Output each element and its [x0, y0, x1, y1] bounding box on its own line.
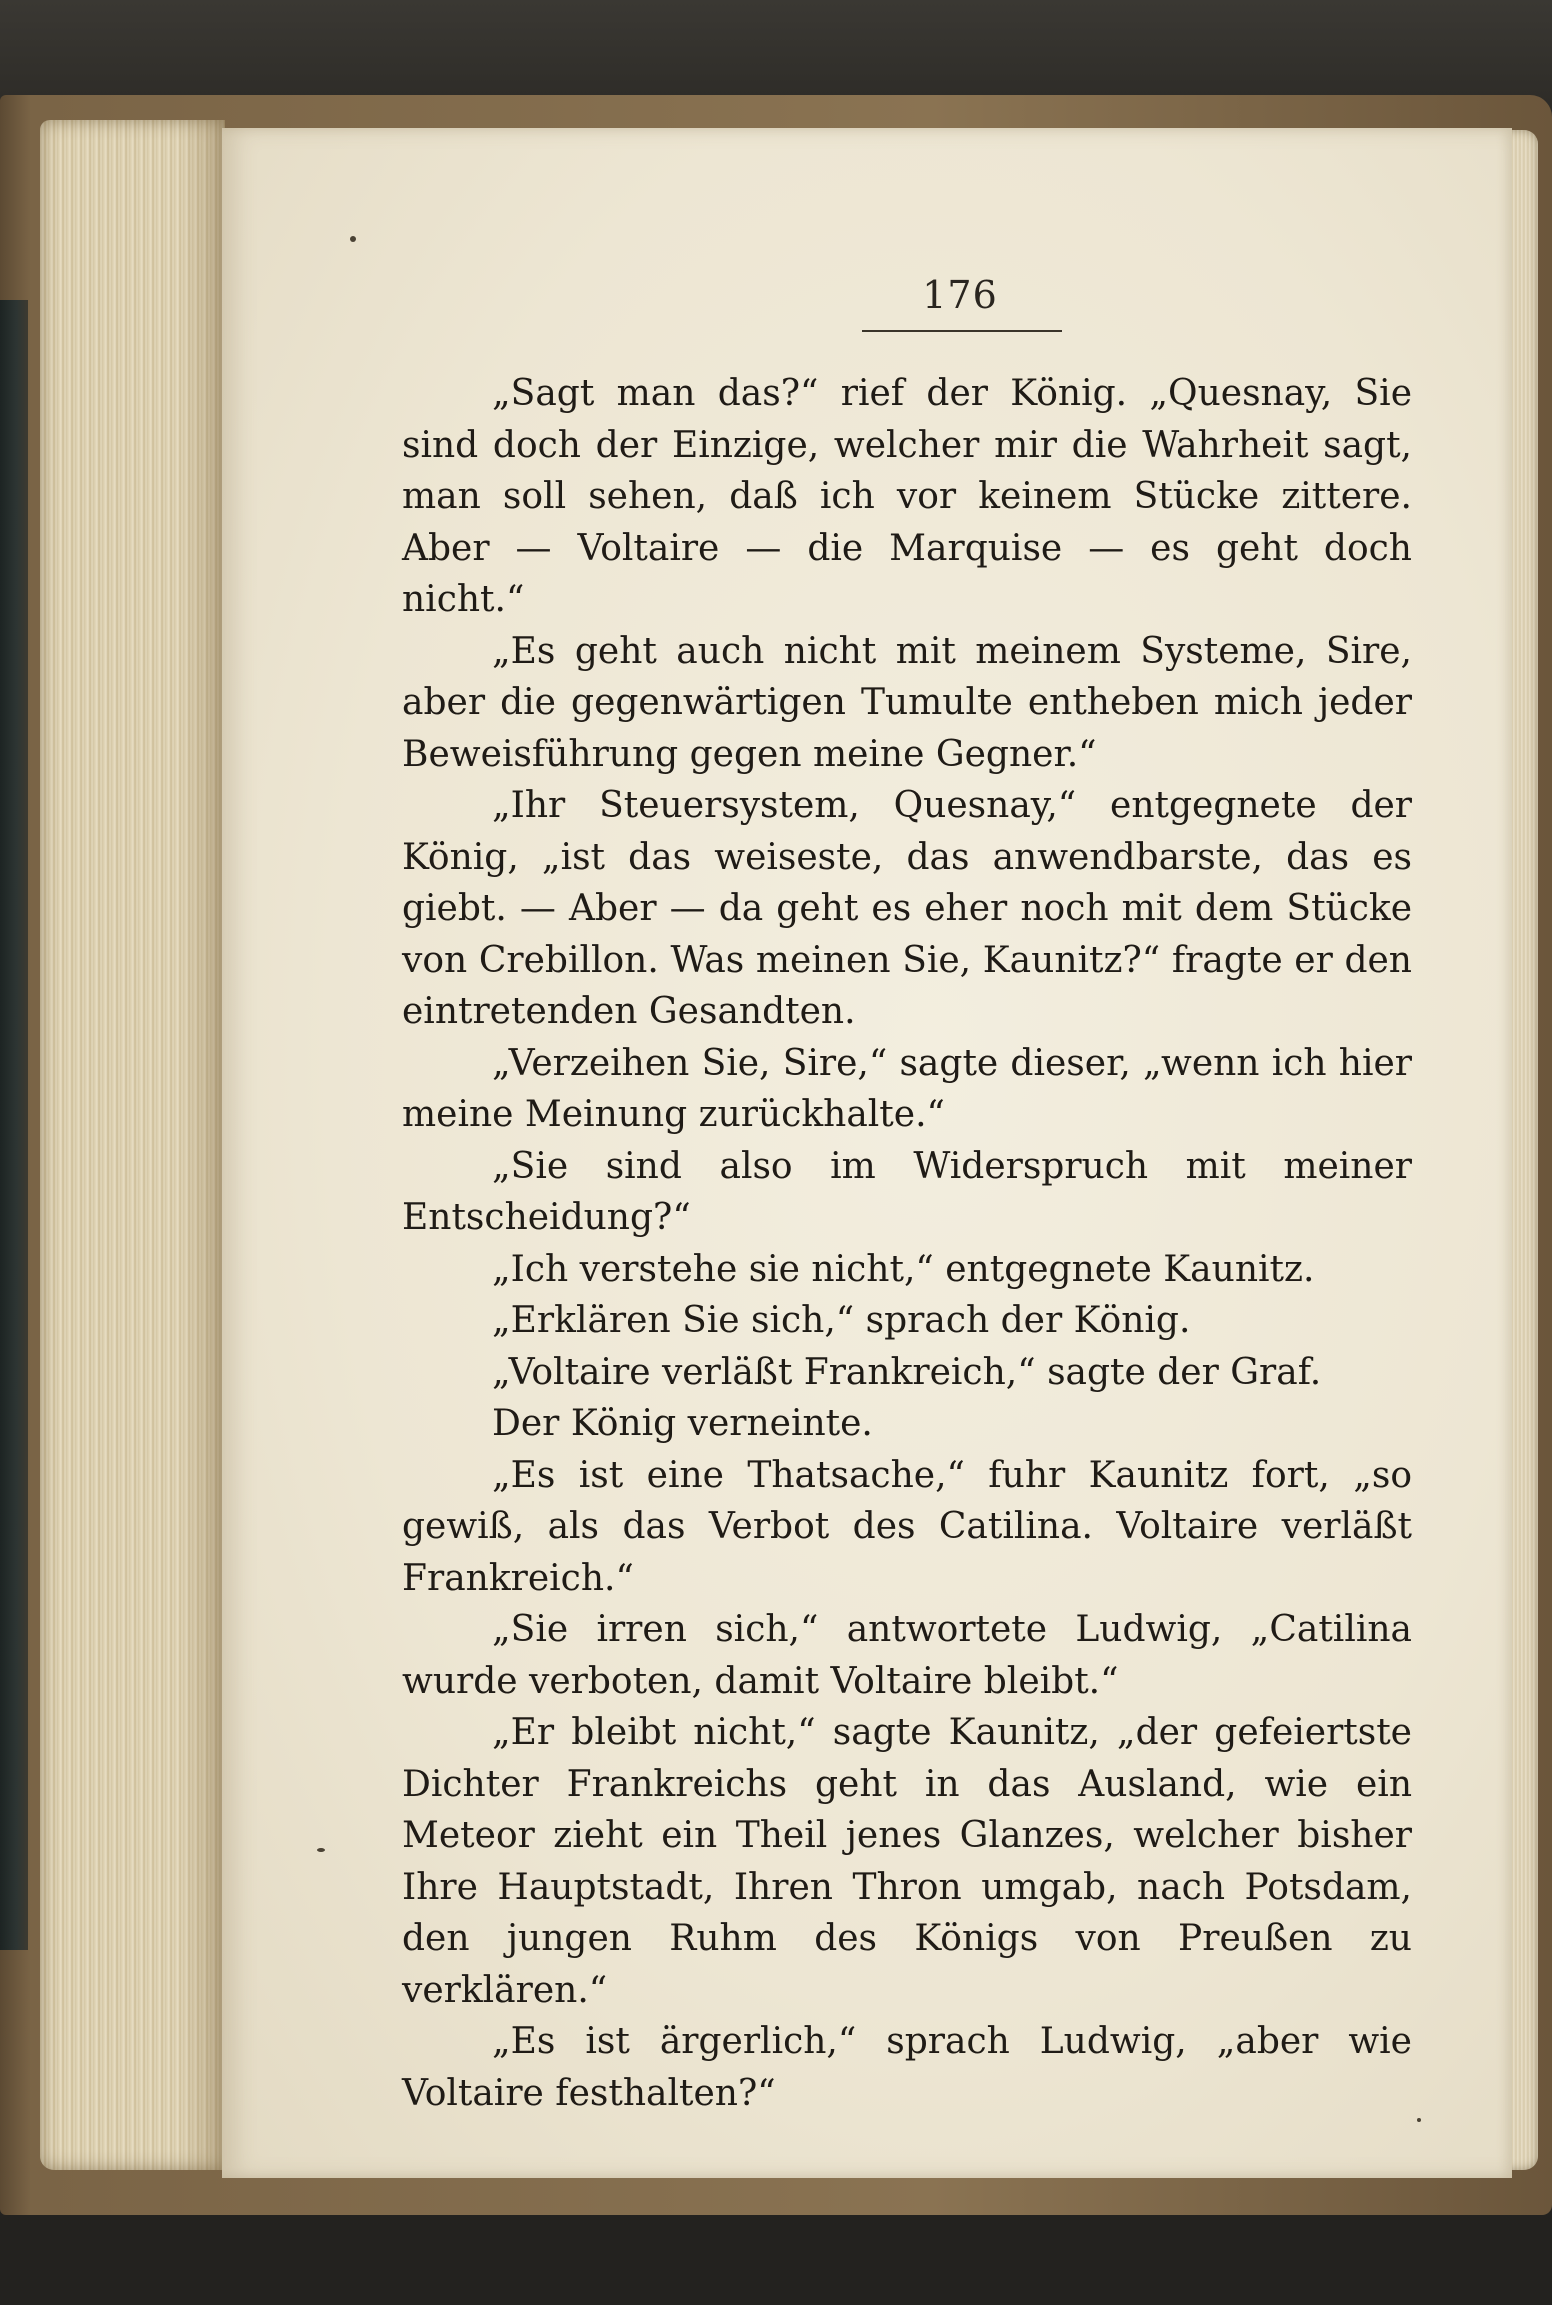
- paragraph: „Verzeihen Sie, Sire,“ sagte dieser, „wenn ich hier meine Meinung zurückhalte.“: [402, 1042, 1412, 1135]
- page-gutter-shadow: [180, 120, 225, 2170]
- paragraph: „Sagt man das?“ rief der König. „Quesnay, Sie sind doch der Einzige, welcher mir die Wahrheit sagt, man soll sehen, daß ich vor keinem Stücke zittere. Aber — Voltaire — die Marquise — es geht doch nicht.“: [402, 373, 1412, 620]
- paragraph: „Sie irren sich,“ antwortete Ludwig, „Catilina wurde verboten, damit Voltaire bleibt.“: [402, 1609, 1412, 1702]
- paragraph: „Es ist eine Thatsache,“ fuhr Kaunitz fort, „so gewiß, als das Verbot des Catilina. Voltaire verläßt Frankreich.“: [402, 1454, 1412, 1599]
- ink-speck: [317, 1848, 325, 1852]
- book-page: [222, 128, 1512, 2178]
- paragraph: „Ihr Steuersystem, Quesnay,“ entgegnete der König, „ist das weiseste, das anwendbarste, das es giebt. — Aber — da geht es eher noch mit dem Stücke von Crebillon. Was meinen Sie, Kaunitz?“ fragte er den eintretenden Gesandten.: [402, 785, 1412, 1032]
- paragraph: „Er bleibt nicht,“ sagte Kaunitz, „der gefeiertste Dichter Frankreichs geht in das Ausland, wie ein Meteor zieht ein Theil jenes Glanzes, welcher bisher Ihre Hauptstadt, Ihren Thron umgab, nach Potsdam, den jungen Ruhm des Königs von Preußen zu verklären.“: [402, 1712, 1412, 2011]
- paragraph: „Ich verstehe sie nicht,“ entgegnete Kaunitz.: [492, 1248, 1315, 1290]
- page-number: 176: [922, 273, 998, 317]
- book-binding-edge: [0, 300, 28, 1950]
- paragraph: Der König verneinte.: [492, 1403, 873, 1444]
- paragraph: „Es ist ärgerlich,“ sprach Ludwig, „aber wie Voltaire festhalten?“: [402, 2021, 1412, 2114]
- paragraph: „Sie sind also im Widerspruch mit meiner Entscheidung?“: [402, 1145, 1412, 1238]
- page-number-rule: [862, 330, 1062, 332]
- paragraph: „Erklären Sie sich,“ sprach der König.: [492, 1300, 1191, 1341]
- paragraph: „Es geht auch nicht mit meinem Systeme, Sire, aber die gegenwärtigen Tumulte entheben mich jeder Beweisführung gegen meine Gegner.“: [402, 630, 1412, 775]
- paragraph: „Voltaire verläßt Frankreich,“ sagte der Graf.: [492, 1351, 1322, 1393]
- ink-speck: [350, 236, 356, 242]
- page-text: [402, 368, 1412, 2119]
- ink-speck: [1417, 2118, 1421, 2122]
